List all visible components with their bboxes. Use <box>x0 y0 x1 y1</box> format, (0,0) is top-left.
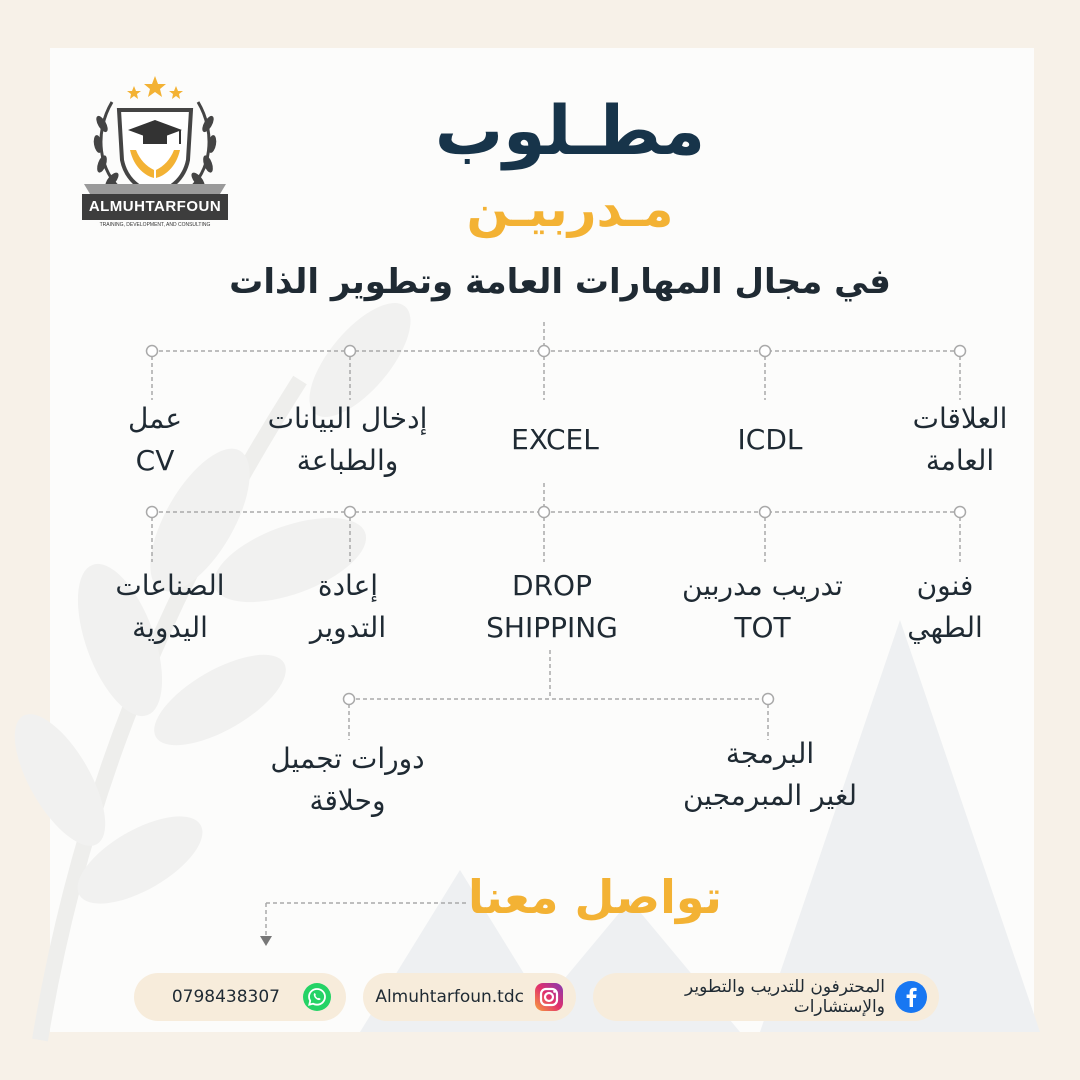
logo-tagline: TRAINING, DEVELOPMENT, AND CONSULTING <box>99 222 211 228</box>
facebook-icon <box>895 981 927 1013</box>
arrow-down-icon <box>260 936 272 946</box>
whatsapp-icon <box>302 982 332 1012</box>
whatsapp-number: 0798438307 <box>171 987 280 1007</box>
node-tot: تدريب مدربين TOT <box>682 569 843 644</box>
node-public-relations: العلاقات العامة <box>912 402 1008 477</box>
node-excel: EXCEL <box>511 423 599 456</box>
node-handicrafts: الصناعات اليدوية <box>115 569 225 644</box>
node-data-entry: إدخال البيانات والطباعة <box>267 402 428 477</box>
node-icdl: ICDL <box>737 423 803 456</box>
node-recycling: إعادة التدوير <box>309 569 387 644</box>
node-cooking: فنون الطهي <box>907 569 983 644</box>
page-subtitle: مـدربيـن <box>466 180 674 238</box>
logo-name: ALMUHTARFOUN <box>88 198 222 215</box>
node-cv: عمل CV <box>127 402 183 477</box>
instagram-contact[interactable] <box>363 973 576 1021</box>
contact-heading: تواصل معنا <box>468 870 722 924</box>
node-beauty: دورات تجميل وحلاقة <box>270 742 425 817</box>
node-programming: البرمجة لغير المبرمجين <box>682 737 858 812</box>
facebook-page-name: المحترفون للتدريب والتطوير والإستشارات <box>685 977 885 1017</box>
whatsapp-contact[interactable] <box>134 973 346 1021</box>
field-heading: في مجال المهارات العامة وتطوير الذات <box>229 262 891 302</box>
page-title: مطـلوب <box>434 92 706 171</box>
facebook-contact[interactable] <box>593 973 939 1021</box>
instagram-icon <box>534 982 564 1012</box>
instagram-handle: Almuhtarfoun.tdc <box>375 987 524 1007</box>
node-dropshipping: DROP SHIPPING <box>486 569 618 644</box>
